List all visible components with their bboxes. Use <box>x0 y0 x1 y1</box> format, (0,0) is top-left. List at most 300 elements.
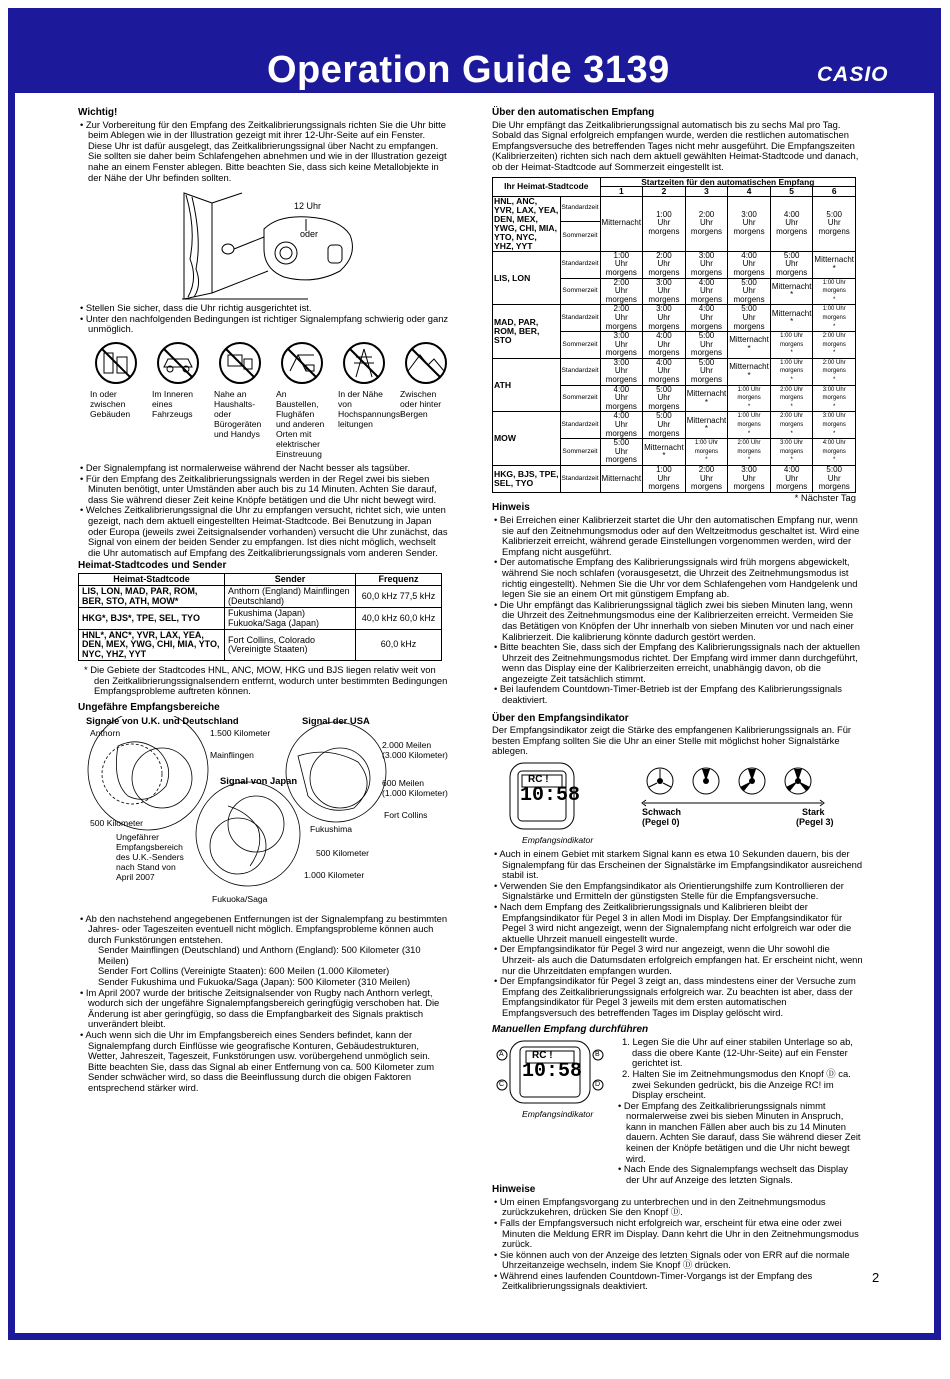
map-label: Ungefährer Empfangsbereich des U.K.-Senders nach Stand von April 2007 <box>116 831 184 882</box>
next-day-mark: * <box>705 457 708 464</box>
table-cell: LIS, LON, MAD, PAR, ROM, BER, STO, ATH, MOW* <box>79 586 225 608</box>
table-cell: Fort Collins, Colorado (Vereinigte Staaten) <box>225 629 356 660</box>
receive-times-table <box>492 177 856 493</box>
manual-step <box>616 1037 864 1069</box>
time-unit: Uhr morgens <box>648 339 680 358</box>
time-unit: Uhr morgens <box>776 218 808 237</box>
table-cell: HKG*, BJS*, TPE, SEL, TYO <box>79 608 225 630</box>
time-value: Mitternacht <box>771 308 812 318</box>
time-value: 5:00 <box>698 331 715 341</box>
table-cell <box>728 466 771 493</box>
table-cell <box>813 332 856 359</box>
indicator-bullet: • Der Empfangsindikator für Pegel 3 wird nur angezeigt, wenn die Uhr sowohl die Uhrzeit- als auch die Datumsdaten erfolgreich empfangen hat. Er erscheint nicht, wenn nur die Uhrzeitdaten empfangen wurden. <box>492 944 864 976</box>
time-value: 3:00 <box>741 465 757 474</box>
time-value: 4:00 <box>783 209 800 219</box>
bullet-which-signal: • Welches Zeitkalibrierungssignal die Uhr zu empfangen versucht, richtet sich, wie unten gezeigt, nach dem aktuell eingestellten Heimat-Stadtcode. Bei Benutzung in Japan oder Europa (jeweils zwei Zeitsignalsender vorhanden) versucht die Uhr zunächst, das Signal von einem der beiden Sender zu empfangen. Ist dies nicht möglich, wechselt die Uhr automatisch auf Empfang des Zeitkalibrierungssignals vom anderen Sender. <box>78 505 450 558</box>
time-value: Mitternacht <box>729 362 769 372</box>
table-cell <box>770 466 813 493</box>
manual-lcd-time: 10:58 <box>522 1060 583 1084</box>
time-value: 3:00 <box>698 250 715 260</box>
table-cell <box>685 278 728 305</box>
bullet-duration: • Für den Empfang des Zeitkalibrierungssignals werden in der Regel zwei bis sieben Minuten benötigt, unter Umständen aber auch bis zu 14 Minuten. Achten Sie darauf, dass Sie während dieser Zeit keine Knöpfe betätigen und die Uhr nicht bewegt wird. <box>78 474 450 506</box>
time-unit: Uhr morgens <box>690 218 723 237</box>
weak-label: Schwach <box>642 807 682 818</box>
signal-level-icons <box>642 768 824 806</box>
time-value: 4:00 <box>656 331 672 341</box>
time-value: Mitternacht <box>729 335 769 345</box>
table-row <box>493 466 856 493</box>
home-table-note: * Die Gebiete der Stadtcodes HNL, ANC, MOW, HKG und BJS liegen relativ weit von den Zeitkalibrierungssignalsendern entfernt, wodurch unter bestimmten Bedingungen Empfangsprobleme auftreten können. <box>84 664 448 697</box>
table-cell <box>600 439 643 466</box>
time-unit: Uhr morgens <box>690 339 723 358</box>
next-day-mark: * <box>704 424 709 434</box>
next-day-mark: * <box>790 403 793 410</box>
time-unit: Uhr morgens <box>690 312 723 331</box>
table-header: 6 <box>813 187 856 197</box>
time-unit: Uhr morgens <box>818 218 850 237</box>
time-unit: Uhr morgens <box>733 286 765 304</box>
label-12-uhr: 12 Uhr <box>294 201 322 212</box>
strong-level: (Pegel 3) <box>796 817 834 828</box>
time-value: 1:00 Uhr morgens <box>822 306 846 321</box>
time-value: 5:00 <box>741 304 757 314</box>
note2-item: • Um einen Empfangsvorgang zu unterbrechen und in den Zeitnehmungsmodus zurückzukehren, drücken Sie den Knopf Ⓓ. <box>492 1197 864 1218</box>
table-cell: LIS, LON <box>493 251 561 305</box>
condition-label: Zwischen oder hinter Bergen <box>400 388 442 419</box>
distance-item: Sender Mainflingen (Deutschland) und Anthorn (England): 500 Kilometer (310 Meilen) <box>98 944 421 966</box>
table-cell <box>685 439 728 466</box>
vehicle-icon <box>152 341 204 385</box>
time-value: 4:00 Uhr morgens <box>822 440 846 455</box>
home-table-title: Heimat-Stadtcodes und Sender <box>78 560 227 572</box>
appliances-icon <box>214 341 266 385</box>
table-cell <box>770 278 813 305</box>
bullet-aligned: • Stellen Sie sicher, dass die Uhr richtig ausgerichtet ist. <box>78 303 450 314</box>
table-cell <box>685 385 728 412</box>
table-cell: Standardzeit <box>560 305 600 332</box>
note2-item: • Falls der Empfangsversuch nicht erfolgreich war, erscheint für etwa eine oder zwei Minuten die Meldung ERR im Display. Dann kehrt die Uhr in den Zeitnehmungsmodus zurück. <box>492 1218 864 1250</box>
time-value: Mitternacht <box>814 255 854 265</box>
time-value: 3:00 Uhr morgens <box>779 440 804 455</box>
map-label: 1.500 Kilometer <box>210 727 271 738</box>
table-cell <box>685 251 728 278</box>
table-cell <box>728 278 771 305</box>
table-cell: Standardzeit <box>560 196 600 221</box>
auto-title: Über den automatischen Empfang <box>492 107 655 118</box>
time-value: 1:00 Uhr morgens <box>737 386 761 402</box>
time-unit: Uhr morgens <box>776 259 808 277</box>
table-cell <box>728 358 771 385</box>
buildings-icon <box>90 341 142 385</box>
time-unit: Uhr morgens <box>605 393 637 411</box>
time-unit: Uhr morgens <box>690 366 723 385</box>
strong-label: Stark <box>802 807 825 818</box>
table-cell: HKG, BJS, TPE, SEL, TYO <box>493 466 561 493</box>
next-day-mark: * <box>790 377 793 384</box>
table-cell <box>685 332 728 359</box>
time-value: 5:00 <box>741 277 757 287</box>
table-cell: MAD, PAR, ROM, BER, STO <box>493 305 561 359</box>
table-cell <box>643 466 686 493</box>
table-cell: 60,0 kHz <box>356 629 442 660</box>
power-lines-icon <box>338 341 390 385</box>
distance-item: Sender Fort Collins (Vereinigte Staaten): 600 Meilen (1.000 Kilometer) <box>98 965 390 977</box>
table-header: Frequenz <box>356 573 442 585</box>
table-cell: Sommerzeit <box>560 221 600 251</box>
time-value: 5:00 <box>656 411 672 421</box>
table-cell <box>643 412 686 439</box>
table-cell <box>643 439 686 466</box>
time-value: 5:00 <box>826 209 842 219</box>
manual-bullet: • Der Empfang des Zeitkalibrierungssignals nimmt normalerweise zwei bis sieben Minuten in Anspruch, kann in manchen Fällen aber auch bis zu 14 Minuten dauern. Achten Sie darauf, dass Sie während dieser Zeit keinen der Knöpfe betätigen und die Uhr nicht bewegt wird. <box>616 1101 864 1165</box>
table-cell <box>643 251 686 278</box>
distance-item: Sender Fukushima und Fukuoka/Saga (Japan): 500 Kilometer (310 Meilen) <box>98 976 411 988</box>
header-bar <box>15 15 934 93</box>
time-value: 4:00 <box>698 304 715 314</box>
table-cell <box>770 358 813 385</box>
step-number: 2. <box>622 1067 630 1079</box>
next-day-mark: * <box>832 263 836 273</box>
time-unit: Uhr morgens <box>818 473 850 492</box>
map-label: Anthorn <box>90 727 121 738</box>
note-item: • Bitte beachten Sie, dass sich der Empfang des Kalibrierungssignals nach der aktuellen Uhrzeit des Zeitnehmungsmodus richtet. Der Empfang wird immer dann durchgeführt, wenn das Display eine der Kalibrierzeiten erreicht, unabhängig davon, ob die angezeigte Zeit tatsächlich stimmt. <box>492 642 864 684</box>
table-cell: 40,0 kHz 60,0 kHz <box>356 608 442 630</box>
time-unit: Uhr morgens <box>605 286 637 304</box>
time-unit: Uhr morgens <box>648 366 680 385</box>
time-unit: Uhr morgens <box>733 312 765 331</box>
time-value: 2:00 <box>698 209 715 219</box>
time-unit: Uhr morgens <box>690 286 723 304</box>
time-unit: Uhr morgens <box>776 473 808 492</box>
time-value: 4:00 <box>613 411 630 421</box>
next-day-mark: * <box>833 457 836 464</box>
brand-logo: CASIO <box>817 63 889 86</box>
page-number: 2 <box>872 1270 880 1285</box>
table-cell <box>685 412 728 439</box>
condition-label: In oder zwischen Gebäuden <box>90 388 131 419</box>
time-value: 1:00 <box>656 209 672 219</box>
table-cell <box>643 385 686 412</box>
next-day-mark: * <box>790 430 793 437</box>
next-day-mark: * <box>833 350 836 357</box>
time-value: 5:00 <box>613 438 630 448</box>
indicator-bullet: • Verwenden Sie den Empfangsindikator als Orientierungshilfe zum Kontrollieren der Signalstärke und Ermitteln der günstigsten Stelle für die Empfangsversuche. <box>492 881 864 902</box>
step-number: 1. <box>622 1036 630 1048</box>
next-day-mark: * <box>790 317 794 327</box>
time-unit: Uhr morgens <box>648 259 680 277</box>
note2-item: • Sie können auch von der Anzeige des letzten Signals oder von ERR auf die normale Uhrzeitanzeige wechseln, indem Sie Knopf Ⓓ drücken. <box>492 1250 864 1271</box>
table-cell <box>770 196 813 251</box>
time-unit: Uhr morgens <box>605 312 637 331</box>
table-header: Ihr Heimat-Stadtcode <box>493 177 601 196</box>
table-cell: Standardzeit <box>560 412 600 439</box>
time-value: 2:00 <box>698 465 715 474</box>
table-cell <box>813 358 856 385</box>
table-cell <box>728 332 771 359</box>
next-day-mark: * <box>790 457 793 464</box>
indicator-text: Der Empfangsindikator zeigt die Stärke des empfangenen Kalibrierungssignals an. Für besten Empfang sollten Sie die Uhr an einer Stelle mit möglichst hoher Signalstärke ablegen. <box>492 724 852 757</box>
table-cell <box>685 466 728 493</box>
left-column <box>78 108 450 1094</box>
table-cell <box>728 196 771 251</box>
table-cell: Standardzeit <box>560 251 600 278</box>
indicator-illustration <box>492 761 864 849</box>
table-cell: Sommerzeit <box>560 385 600 412</box>
table-cell <box>813 466 856 493</box>
time-value: 3:00 <box>741 209 757 219</box>
auto-text: Die Uhr empfängt das Zeitkalibrierungssignal automatisch bis zu sechs Mal pro Tag. Sobald das Signal erfolgreich empfangen wurde, werden die restlichen automatischen Empfangsversuche des betreffenden Tages nicht mehr ausgeführt. Die Empfangszeiten (Kalibrierzeiten) richten sich nach dem aktuell gewählten Heimat-Stadtcode und danach, ob der Heimat-Stadtcode auf Sommerzeit eingestellt ist. <box>492 118 859 172</box>
table-cell <box>770 439 813 466</box>
map-label: Fukushima <box>310 823 353 834</box>
next-day-mark: * <box>747 457 751 464</box>
next-day-mark: * <box>833 323 836 330</box>
manual-step <box>616 1069 864 1101</box>
time-unit: Uhr morgens <box>733 259 765 277</box>
map-label: 600 Meilen <box>382 777 425 788</box>
table-cell: HNL, ANC, YVR, LAX, YEA, DEN, MEX, YWG, CHI, MIA, YTO, NYC, YHZ, YYT <box>494 195 559 251</box>
table-cell <box>770 305 813 332</box>
step-text: Legen Sie die Uhr auf einer stabilen Unterlage so ab, dass die obere Kante (12-Uhr-Seite) auf ein Fenster gerichtet ist. <box>632 1036 853 1069</box>
time-value: 4:00 <box>698 277 715 287</box>
time-value: 2:00 Uhr morgens <box>822 333 846 348</box>
manual-indicator-label: Empfangsindikator <box>522 1109 594 1120</box>
table-cell <box>813 196 856 251</box>
next-day-mark: * <box>833 377 836 384</box>
bullet-night: • Der Signalempfang ist normalerweise während der Nacht besser als tagsüber. <box>78 463 450 474</box>
btn-d-label: D <box>595 1081 601 1089</box>
time-unit: Uhr morgens <box>690 259 723 277</box>
warning-title: Wichtig! <box>78 107 118 118</box>
time-value: 2:00 <box>656 250 672 260</box>
table-cell <box>813 412 856 439</box>
table-cell <box>643 305 686 332</box>
condition-item <box>152 341 204 459</box>
time-value: Mitternacht <box>686 388 727 398</box>
table-cell <box>600 305 643 332</box>
time-value: 4:00 <box>783 465 800 474</box>
table-cell: Fukushima (Japan) Fukuoka/Saga (Japan) <box>225 608 356 630</box>
table-row <box>79 608 442 630</box>
warning-bullet: • Zur Vorbereitung für den Empfang des Zeitkalibrierungssignals richten Sie die Uhr bitte beim Ablegen wie in der Illustration gezeigt mit ihrer 12-Uhr-Seite auf ein Fenster. Diese Uhr ist dafür ausgelegt, das Zeitkalibrierungssignal über Nacht zu empfangen. Sie sollten sie daher beim Schlafengehen abnehmen und wie in der Illustration gezeigt nahe an einem Fenster ablegen. Bitte beachten Sie, dass sich keine Metallobjekte in der Nähe der Uhr befinden sollten. <box>78 120 450 184</box>
map-label: Fort Collins <box>384 809 428 820</box>
table-cell <box>813 305 856 332</box>
lcd-rc: RC ! <box>528 774 549 786</box>
table-header: 4 <box>728 187 771 197</box>
map-label: 500 Kilometer <box>90 817 144 828</box>
table-cell: Mitternacht <box>600 466 643 493</box>
time-unit: Uhr morgens <box>648 420 680 438</box>
manual-title: Manuellen Empfang durchführen <box>492 1023 649 1035</box>
table-cell: Sommerzeit <box>560 332 600 359</box>
time-value: 2:00 Uhr morgens <box>779 413 804 429</box>
table-cell <box>813 439 856 466</box>
condition-item <box>338 341 403 459</box>
time-value: 5:00 <box>656 384 672 394</box>
map-label: (1.000 Kilometer) <box>382 787 448 798</box>
bullet-anthorn: • Im April 2007 wurde der britische Zeitsignalsender von Rugby nach Anthorn verlegt, wodurch sich der ungefähre Signalempfangsbereich geringfügig verschoben hat. Die Änderung ist aber geringfügig, so dass die Empfangbarkeit des Signals praktisch unverändert bleibt. <box>78 988 450 1030</box>
indicator-bullet: • Auch in einem Gebiet mit starkem Signal kann es etwa 10 Sekunden dauern, bis der Signalempfang für das Erscheinen der Signalstärke im Empfangsindikator ausreichend stabil ist. <box>492 849 864 881</box>
condition-item <box>276 341 328 459</box>
page-title: Operation Guide 3139 <box>267 49 670 91</box>
time-unit: Uhr morgens <box>605 366 637 385</box>
time-value: 1:00 Uhr morgens <box>822 279 846 295</box>
table-row <box>493 358 856 385</box>
indicator-label: Empfangsindikator <box>522 835 594 846</box>
time-value: Mitternacht <box>644 442 684 452</box>
right-column <box>492 108 864 1292</box>
table-cell <box>728 251 771 278</box>
time-value: 1:00 <box>613 250 630 260</box>
table-cell <box>643 196 686 251</box>
time-unit: Uhr morgens <box>733 473 765 492</box>
next-day-mark: * <box>662 451 666 461</box>
home-city-table <box>78 573 442 661</box>
manual-section <box>492 1035 864 1185</box>
next-day-mark: * <box>833 403 836 410</box>
time-value: 3:00 <box>656 277 672 287</box>
table-cell <box>600 278 643 305</box>
weak-level: (Pegel 0) <box>642 817 680 828</box>
table-cell <box>728 439 771 466</box>
indicator-bullet: • Nach dem Empfang des Zeitkalibrierungssignals und Kalibrieren bleibt der Empfangsindikator für Pegel 3 in allen Modi im Display. Der Empfangsindikator für Pegel 3 wird nicht angezeigt, wenn der Signalempfang nicht erfolgreich war oder die aktuelle Uhrzeit manuell eingestellt wurde. <box>492 902 864 944</box>
time-unit: Uhr morgens <box>648 218 680 237</box>
time-value: 3:00 <box>613 331 630 341</box>
notes-title: Hinweis <box>492 502 530 514</box>
table-cell <box>770 251 813 278</box>
table-row <box>493 412 856 439</box>
time-unit: Uhr morgens <box>605 446 637 465</box>
table-cell: 60,0 kHz 77,5 kHz <box>356 586 442 608</box>
map-label: 500 Kilometer <box>316 847 370 858</box>
table-cell <box>770 412 813 439</box>
time-value: 1:00 <box>656 465 672 474</box>
map-label: (3.000 Kilometer) <box>382 749 448 760</box>
time-value: Mitternacht <box>771 281 812 291</box>
table-cell <box>600 251 643 278</box>
label-oder: oder <box>300 229 319 240</box>
table-footnote: * Nächster Tag <box>794 491 856 503</box>
table-row <box>79 629 442 660</box>
manual-lcd-rc: RC ! <box>532 1050 553 1062</box>
time-value: 3:00 Uhr morgens <box>822 386 846 402</box>
time-unit: Uhr morgens <box>648 473 680 492</box>
time-value: 1:00 Uhr morgens <box>737 413 761 429</box>
condition-label: Im Inneren eines Fahrzeugs <box>152 388 194 419</box>
table-cell <box>813 278 856 305</box>
table-header: 2 <box>643 187 686 197</box>
table-cell <box>770 332 813 359</box>
time-unit: Uhr morgens <box>648 312 680 331</box>
table-cell <box>600 385 643 412</box>
bullet-conditions: • Unter den nachfolgenden Bedingungen ist richtiger Signalempfang schwierig oder ganz unmöglich. <box>78 314 450 335</box>
table-cell <box>643 358 686 385</box>
time-unit: Uhr morgens <box>605 420 637 438</box>
time-unit: Uhr morgens <box>733 218 765 237</box>
btn-a-label: A <box>499 1051 504 1059</box>
table-header: 5 <box>770 187 813 197</box>
indicator-bullet: • Der Empfangsindikator für Pegel 3 zeigt an, dass mindestens einer der Versuche zum Empfang des Zeitkalibrierungssignals erfolgreich war. Zu beachten ist aber, dass der Empfangsindikator für Pegel 3 jeweils mit dem ersten automatischen Empfangsversuch des betreffenden Tages im Display gelöscht wird. <box>492 976 864 1018</box>
table-cell: MOW <box>493 412 561 466</box>
time-unit: Uhr morgens <box>605 339 637 358</box>
table-cell <box>600 412 643 439</box>
next-day-mark: * <box>833 430 836 437</box>
mountains-icon <box>400 341 452 385</box>
next-day-mark: * <box>747 430 751 437</box>
note-item: • Bei laufendem Countdown-Timer-Betrieb ist der Empfang des Kalibrierungssignals deaktiviert. <box>492 684 864 705</box>
window-drawing <box>78 189 450 303</box>
note-item: • Bei Erreichen einer Kalibrierzeit startet die Uhr den automatischen Empfang nur, wenn sie auf den Zeitnehmungsmodus oder auf den Weltzeitmodus geschaltet ist. Wird eine Kalibrierzeit erreicht, während gerade Einstellungen vorgenommen werden, wird der Empfang nicht ausgeführt. <box>492 515 864 557</box>
table-header: 1 <box>600 187 643 197</box>
construction-icon <box>276 341 328 385</box>
table-row <box>493 305 856 332</box>
time-value: 4:00 <box>656 357 672 367</box>
range-title: Ungefähre Empfangsbereiche <box>78 701 220 713</box>
table-cell: Sommerzeit <box>560 439 600 466</box>
btn-c-label: C <box>499 1081 505 1089</box>
table-cell <box>685 305 728 332</box>
table-cell <box>770 385 813 412</box>
bullet-distances: • Ab den nachstehend angegebenen Entfernungen ist der Signalempfang zu bestimmten Jahres- oder Tageszeiten eventuell nicht möglich. Empfangsprobleme können auch durch Funkstörungen entstehen. <box>78 914 450 946</box>
manual-steps <box>616 1037 864 1185</box>
table-cell <box>728 412 771 439</box>
table-cell: Mitternacht <box>600 196 643 251</box>
notes2-title: Hinweise <box>492 1184 536 1196</box>
note-item: • Die Uhr empfängt das Kalibrierungssignal täglich zwei bis sieben Minuten lang, wenn die Uhrzeit des Zeitnehmungsmodus eine der Kalibrierzeiten erreicht. Vermeiden Sie das Betätigen von Knöpfen der Uhr innerhalb von sieben Minuten vor und nach einer Kalibrierzeit. Die kalibrierung könnte dadurch gestört werden. <box>492 600 864 642</box>
step-text: Halten Sie im Zeitnehmungsmodus den Knopf Ⓓ ca. zwei Sekunden gedrückt, bis die Anzeige RC! im Display erscheint. <box>632 1067 851 1101</box>
time-value: 2:00 <box>613 277 630 287</box>
manual-watch <box>492 1039 612 1119</box>
condition-label: In der Nähe von Hochspannungs- leitungen <box>338 388 403 429</box>
table-cell <box>643 278 686 305</box>
time-value: 3:00 <box>613 357 630 367</box>
condition-label: Nahe an Haushalts- oder Bürogeräten und Handys <box>214 388 262 439</box>
range-maps <box>78 716 450 902</box>
time-value: 5:00 <box>783 250 800 260</box>
map-uk-title: Signale von U.K. und Deutschland <box>86 714 239 726</box>
next-day-mark: * <box>747 343 751 353</box>
table-cell: ATH <box>493 358 561 412</box>
map-label: Mainflingen <box>210 749 254 760</box>
lcd-time: 10:58 <box>520 784 581 808</box>
btn-b-label: B <box>595 1051 600 1059</box>
table-cell <box>685 196 728 251</box>
bullet-interference: • Auch wenn sich die Uhr im Empfangsbereich eines Senders befindet, kann der Signalempfang durch Einflüsse wie geografische Konturen, Gebäudestrukturen, Wetter, Jahreszeit, Tageszeit, Funkstörungen usw. vorübergehend unmöglich sein. Bitte beachten Sie, dass das Signal ab einer Entfernung von ca. 500 Kilometer zum Sender schwächer wird, so dass die Beeinflussung durch die obigen Faktoren entsprechend stärker wird. <box>78 1030 450 1094</box>
condition-label: An Baustellen, Flughäfen und anderen Orten mit elektrischer Einstreuung <box>276 388 325 459</box>
time-unit: Uhr morgens <box>648 286 680 304</box>
map-label: Fukuoka/Saga <box>212 893 268 904</box>
conditions-icons <box>90 341 450 459</box>
table-cell: Standardzeit <box>560 358 600 385</box>
time-value: 1:00 Uhr morgens <box>779 359 804 375</box>
note2-item: • Während eines laufenden Countdown-Timer-Vorgangs ist der Empfang des Zeitkalibrierungssignals deaktiviert. <box>492 1271 864 1292</box>
table-header: 3 <box>685 187 728 197</box>
time-value: 5:00 <box>826 465 842 474</box>
table-cell: Sommerzeit <box>560 278 600 305</box>
next-day-mark: * <box>747 403 751 410</box>
time-value: 3:00 Uhr morgens <box>822 413 846 429</box>
time-unit: Uhr morgens <box>690 473 723 492</box>
manual-bullet: • Nach Ende des Signalempfangs wechselt das Display der Uhr auf Anzeige des letzten Signals. <box>616 1164 864 1185</box>
table-header: Startzeiten für den automatischen Empfang <box>600 177 855 187</box>
table-cell <box>600 332 643 359</box>
table-row <box>79 586 442 608</box>
next-day-mark: * <box>747 370 751 380</box>
table-row <box>493 196 856 221</box>
table-cell <box>685 358 728 385</box>
table-cell <box>600 358 643 385</box>
time-value: 1:00 Uhr morgens <box>694 440 719 455</box>
table-cell <box>728 385 771 412</box>
